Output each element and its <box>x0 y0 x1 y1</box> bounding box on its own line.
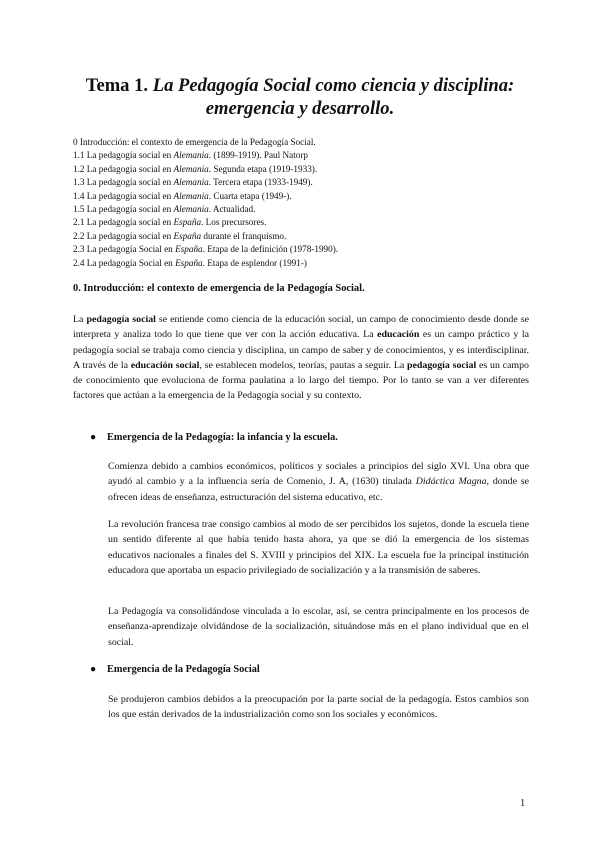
page-number: 1 <box>520 798 526 809</box>
section-heading: 0. Introducción: el contexto de emergencia de la Pedagogía Social. <box>73 283 365 294</box>
toc-item: 2.4 La pedagogía Social en España. Etapa de esplendor (1991-) <box>73 257 307 268</box>
bullet-heading: ● Emergencia de la Pedagogía Social <box>90 664 260 675</box>
body-paragraph: La Pedagogía va consolidándose vinculada a lo escolar, así, se centra principalmente en los procesos de enseñanza-aprendizaje olvidándose de la socialización, situándose más en el plano individual que en el social. <box>108 606 529 648</box>
toc-item: 0 Introducción: el contexto de emergencia de la Pedagogía Social. <box>73 137 316 147</box>
body-paragraph: La revolución francesa trae consigo cambios al modo de ser percibidos los sujetos, donde la escuela tiene un sentido diferente al que había tenido hasta ahora, ya que se dió la emergencia de los sistemas educativos nacionales a finales del S. XVIII y principios del XIX. La escuela fue la principal institución educadora que aportaba un espacio privilegiado de socialización y a la transmisión de saberes. <box>108 519 529 576</box>
bullet-icon: ● <box>90 664 97 675</box>
table-of-contents <box>73 136 338 270</box>
body-paragraph: Se produjeron cambios debidos a la preocupación por la parte social de la pedagogía. Estos cambios son los que están derivados de la industrialización como son los sociales y económicos. <box>108 694 529 721</box>
toc-item: 2.1 La pedagogía social en España. Los precursores. <box>73 217 267 228</box>
bullet-icon: ● <box>90 432 97 443</box>
toc-item: 1.2 La pedagogía social en Alemania. Segunda etapa (1919-1933). <box>73 163 318 174</box>
toc-item: 2.3 La pedagogía Social en España. Etapa de la definición (1978-1990). <box>73 244 339 255</box>
toc-item: 2.2 La pedagogía social en España durante el franquismo. <box>73 230 287 241</box>
toc-item: 1.5 La pedagogía social en Alemania. Actualidad. <box>73 204 256 215</box>
body-paragraph: Comienza debido a cambios económicos, políticos y sociales a principios del siglo XVI. Una obra que ayudó al cambio y a la influencia sería de Comenio, J. A, (1630) titulada Didáctica Magna, donde se ofrecen ideas de enseñanza, estructuración del sistema educativo, etc. <box>108 461 530 503</box>
toc-item: 1.1 La pedagogía social en Alemania. (1899-1919). Paul Natorp <box>73 150 308 161</box>
bullet-heading: ● Emergencia de la Pedagogía: la infancia y la escuela. <box>90 432 338 443</box>
page-title <box>60 74 540 120</box>
toc-item: 1.3 La pedagogía social en Alemania. Tercera etapa (1933-1949). <box>73 177 313 188</box>
toc-item: 1.4 La pedagogía social en Alemania. Cuarta etapa (1949-). <box>73 190 292 201</box>
title-prefix: Tema 1. <box>85 75 149 96</box>
intro-paragraph: La pedagogía social se entiende como ciencia de la educación social, un campo de conocimiento desde donde se interpreta y analiza todo lo que tiene que ver con la acción educativa. La educación es un campo práctico y la pedagogía social se trabaja como ciencia y disciplina, un campo de saber y de conocimientos, y es interdisciplinar. A través de la educación social, se establecen modelos, teorías, pautas a seguir. La pedagogía social es un campo de conocimiento que evoluciona de forma paulatina a lo largo del tiempo. Por lo tanto se van a ver diferentes factores que actúan a la emergencia de la Pedagogía social y su contexto. <box>73 314 529 402</box>
title-italic: La Pedagogía Social como ciencia y disciplina: emergencia y desarrollo. <box>152 75 515 119</box>
